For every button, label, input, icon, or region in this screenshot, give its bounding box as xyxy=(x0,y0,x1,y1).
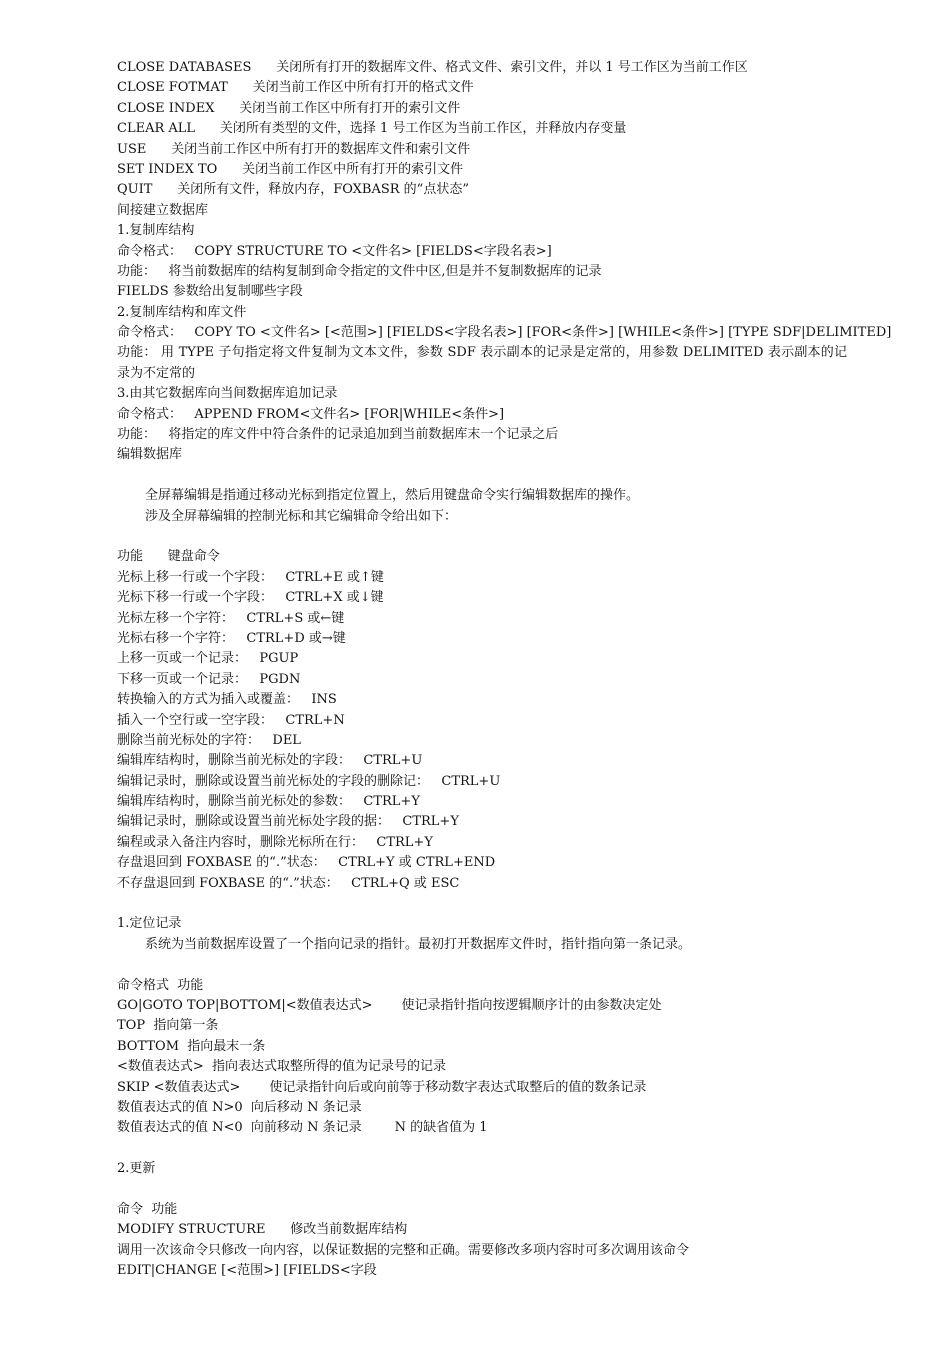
text-line: SET INDEX TO 关闭当前工作区中所有打开的索引文件 xyxy=(117,161,464,177)
text-line: 下移一页或一个记录： PGDN xyxy=(117,671,301,687)
blank-line xyxy=(117,466,847,486)
text-line: 存盘退回到 FOXBASE 的“.”状态： CTRL+Y 或 CTRL+END xyxy=(117,855,496,871)
text-line: 数值表达式的值 N<0 向前移动 N 条记录 N 的缺省值为 1 xyxy=(117,1120,488,1136)
text-line: MODIFY STRUCTURE 修改当前数据库结构 xyxy=(117,1222,408,1238)
blank-line xyxy=(117,955,847,975)
text-line: EDIT|CHANGE [<范围>] [FIELDS<字段 xyxy=(117,1263,377,1279)
text-line: GO|GOTO TOP|BOTTOM|<数值表达式> 使记录指针指向按逻辑顺序计的由参数决定处 xyxy=(117,998,662,1013)
text-line: FIELDS 参数给出复制哪些字段 xyxy=(117,284,303,300)
indented-paragraph: 系统为当前数据库设置了一个指向记录的指针。最初打开数据库文件时，指针指向第一条记录。 xyxy=(145,936,692,952)
text-line: 编辑数据库 xyxy=(117,447,183,463)
text-line: 编程或录入备注内容时，删除光标所在行： CTRL+Y xyxy=(117,834,433,850)
text-line: 数值表达式的值 N>0 向后移动 N 条记录 xyxy=(117,1099,362,1115)
text-line: SKIP <数值表达式> 使记录指针向后或向前等于移动数字表达式取整后的值的数条记录 xyxy=(117,1079,647,1095)
text-line: 功能： 将当前数据库的结构复制到命令指定的文件中区,但是并不复制数据库的记录 xyxy=(117,263,602,279)
text-line: 命令格式： APPEND FROM<文件名> [FOR|WHILE<条件>] xyxy=(117,406,505,422)
text-line: 间接建立数据库 xyxy=(117,202,209,218)
text-line: 转换输入的方式为插入或覆盖： INS xyxy=(117,692,337,708)
text-line: CLOSE DATABASES 关闭所有打开的数据库文件、格式文件、索引文件，并以 1 号工作区为当前工作区 xyxy=(117,60,748,75)
text-line: CLOSE INDEX 关闭当前工作区中所有打开的索引文件 xyxy=(117,100,461,116)
text-line: 命令格式： COPY TO <文件名> [<范围>] [FIELDS<字段名表>] [FOR<条件>] [WHILE<条件>] [TYPE SDF|DELIMITED] xyxy=(117,325,892,341)
document-page xyxy=(117,58,892,1281)
text-line: 不存盘退回到 FOXBASE 的“.”状态： CTRL+Q 或 ESC xyxy=(117,875,460,891)
text-line: 命令格式： COPY STRUCTURE TO <文件名> [FIELDS<字段名表>] xyxy=(117,243,552,259)
text-line: 调用一次该命令只修改一向内容，以保证数据的完整和正确。需要修改多项内容时可多次调用该命令 xyxy=(117,1242,690,1258)
text-line: 光标上移一行或一个字段： CTRL+E 或↑键 xyxy=(117,569,384,585)
text-line: 编辑记录时，删除或设置当前光标处字段的据： CTRL+Y xyxy=(117,814,459,830)
text-line: 功能 键盘命令 xyxy=(117,549,220,565)
text-line: 2.复制库结构和库文件 xyxy=(117,304,247,320)
indented-paragraph: 全屏幕编辑是指通过移动光标到指定位置上，然后用键盘命令实行编辑数据库的操作。 xyxy=(145,488,640,504)
indented-paragraph: 涉及全屏幕编辑的控制光标和其它编辑命令给出如下： xyxy=(145,508,458,524)
text-line: 命令格式 功能 xyxy=(117,977,204,993)
text-line: 编辑库结构时，删除当前光标处的参数： CTRL+Y xyxy=(117,794,420,810)
text-line: CLEAR ALL 关闭所有类型的文件，选择 1 号工作区为当前工作区，并释放内存变量 xyxy=(117,121,627,137)
text-line: USE 关闭当前工作区中所有打开的数据库文件和索引文件 xyxy=(117,141,471,157)
text-line: 3.由其它数据库向当间数据库追加记录 xyxy=(117,386,338,402)
text-line: 1.定位记录 xyxy=(117,916,182,932)
text-line: 编辑记录时，删除或设置当前光标处的字段的删除记： CTRL+U xyxy=(117,773,501,789)
paragraph: 功能： 用 TYPE 子句指定将文件复制为文本文件，参数 SDF 表示副本的记录是定常的，用参数 DELIMITED 表示副本的记录为不定常的 xyxy=(117,345,847,381)
text-line: 上移一页或一个记录： PGUP xyxy=(117,651,299,667)
text-line: CLOSE FOTMAT 关闭当前工作区中所有打开的格式文件 xyxy=(117,80,474,96)
text-line: 插入一个空行或一空字段： CTRL+N xyxy=(117,712,345,728)
blank-line xyxy=(117,894,847,914)
blank-line xyxy=(117,527,847,547)
text-line: 光标右移一个字符： CTRL+D 或→键 xyxy=(117,630,346,646)
text-line: QUIT 关闭所有文件，释放内存，FOXBASR 的“点状态” xyxy=(117,182,469,198)
text-line: TOP 指向第一条 xyxy=(117,1018,219,1034)
text-line: BOTTOM 指向最末一条 xyxy=(117,1038,266,1054)
text-line: <数值表达式> 指向表达式取整所得的值为记录号的记录 xyxy=(117,1059,447,1075)
text-line: 命令 功能 xyxy=(117,1201,178,1217)
blank-line xyxy=(117,1180,847,1200)
text-line: 编辑库结构时，删除当前光标处的字段： CTRL+U xyxy=(117,753,423,769)
text-line: 2.更新 xyxy=(117,1161,156,1177)
text-line: 删除当前光标处的字符： DEL xyxy=(117,732,301,748)
text-line: 1.复制库结构 xyxy=(117,223,195,239)
text-line: 功能： 将指定的库文件中符合条件的记录追加到当前数据库末一个记录之后 xyxy=(117,427,559,443)
text-line: 光标下移一行或一个字段： CTRL+X 或↓键 xyxy=(117,590,384,606)
blank-line xyxy=(117,1139,847,1159)
text-line: 光标左移一个字符： CTRL+S 或←键 xyxy=(117,610,345,626)
